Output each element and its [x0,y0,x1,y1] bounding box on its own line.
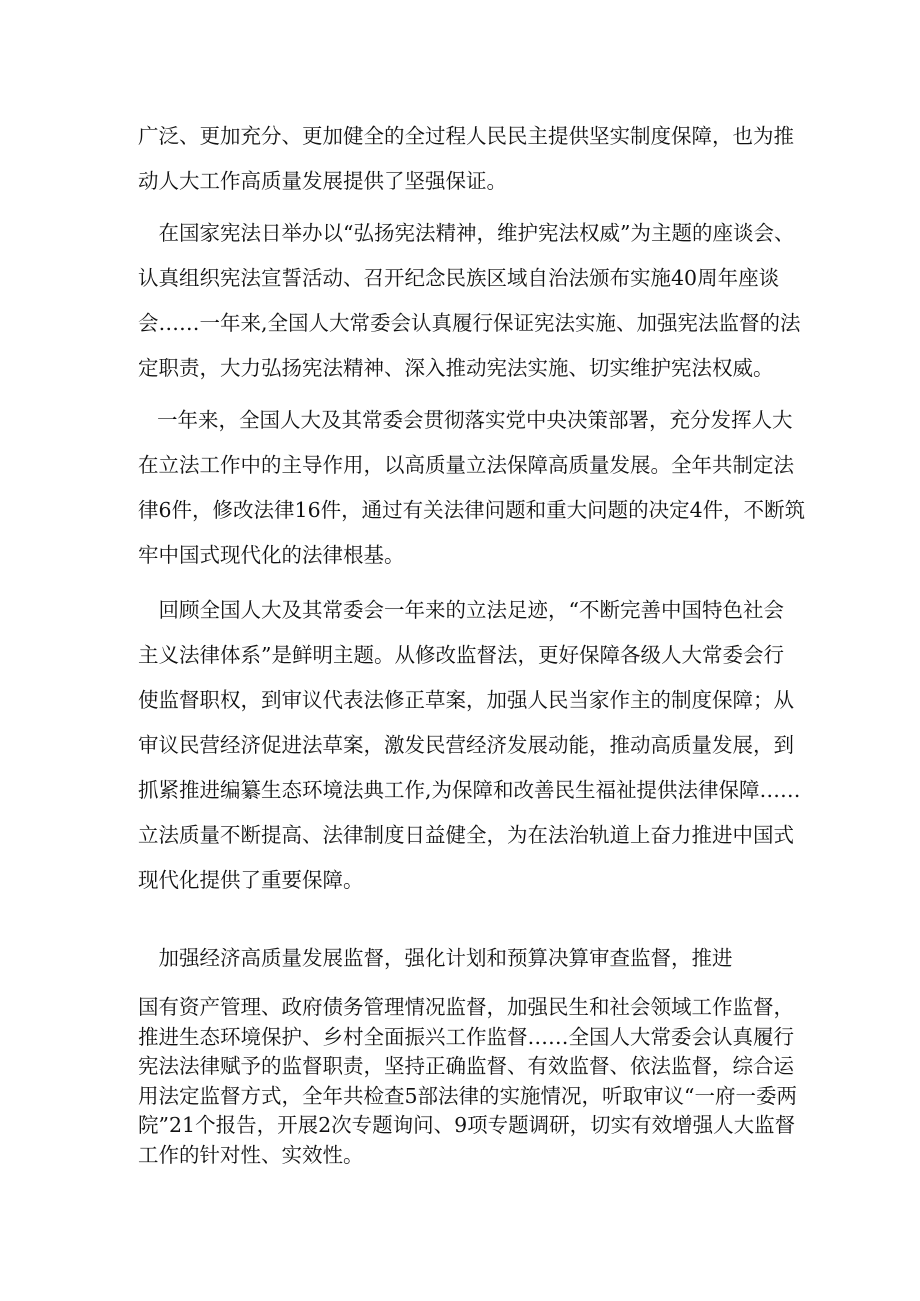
text-line: 广泛、更加充分、更加健全的全过程人民民主提供坚实制度保障，也为推 [138,124,794,148]
paragraph-2 [138,211,801,391]
text-line: 动人大工作高质量发展提供了坚强保证。 [138,169,507,193]
paragraph-3 [138,398,817,578]
text-line: 认真组织宪法宣誓活动、召开纪念民族区域自治法颁布实施40周年座谈 [138,266,780,290]
text-line: 工作的针对性、实效性。 [138,1142,364,1167]
text-line: 推进生态环境保护、乡村全面振兴工作监督……全国人大常委会认真履行 [138,1024,794,1049]
paragraph-1 [138,114,798,204]
paragraph-6 [138,993,798,1170]
text-line: 会……一年来,全国人大常委会认真履行保证宪法实施、加强宪法监督的法 [138,311,801,335]
text-line: 抓紧推进编纂生态环境法典工作,为保障和改善民生福祉提供法律保障…… [138,778,801,802]
text-line: 定职责，大力弘扬宪法精神、深入推动宪法实施、切实维护宪法权威。 [138,356,774,380]
text-line: 立法质量不断提高、法律制度日益健全，为在法治轨道上奋力推进中国式 [138,823,794,847]
text-line: 国有资产管理、政府债务管理情况监督，加强民生和社会领域工作监督， [138,995,794,1019]
text-line: 使监督职权，到审议代表法修正草案，加强人民当家作主的制度保障；从 [138,688,794,712]
paragraph-5 [138,936,798,981]
paragraph-4 [138,588,801,903]
text-line: 律6件，修改法律16件，通过有关法律问题和重大问题的决定4件，不断筑 [138,498,806,522]
text-line: 牢中国式现代化的法律根基。 [138,543,405,567]
text-line: 宪法法律赋予的监督职责，坚持正确监督、有效监督、依法监督，综合运 [138,1054,794,1078]
text-line: 加强经济高质量发展监督，强化计划和预算决算审查监督，推进 [138,946,733,970]
text-line: 一年来，全国人大及其常委会贯彻落实党中央决策部署，充分发挥人大 [157,408,793,432]
text-line: 主义法律体系”是鲜明主题。从修改监督法，更好保障各级人大常委会行 [138,643,784,667]
text-line: 审议民营经济促进法草案，激发民营经济发展动能，推动高质量发展，到 [138,733,794,757]
text-line: 用法定监督方式，全年共检查5部法律的实施情况，听取审议“一府一委两 [138,1083,798,1108]
text-line: 回顾全国人大及其常委会一年来的立法足迹，“不断完善中国特色社会 [138,598,784,622]
text-line: 在国家宪法日举办以“弘扬宪法精神，维护宪法权威”为主题的座谈会、 [138,221,795,245]
text-line: 在立法工作中的主导作用，以高质量立法保障高质量发展。全年共制定法 [138,453,794,477]
text-line: 现代化提供了重要保障。 [138,868,364,892]
text-line: 院”21个报告，开展2次专题询问、9项专题调研，切实有效增强人大监督 [138,1113,796,1137]
